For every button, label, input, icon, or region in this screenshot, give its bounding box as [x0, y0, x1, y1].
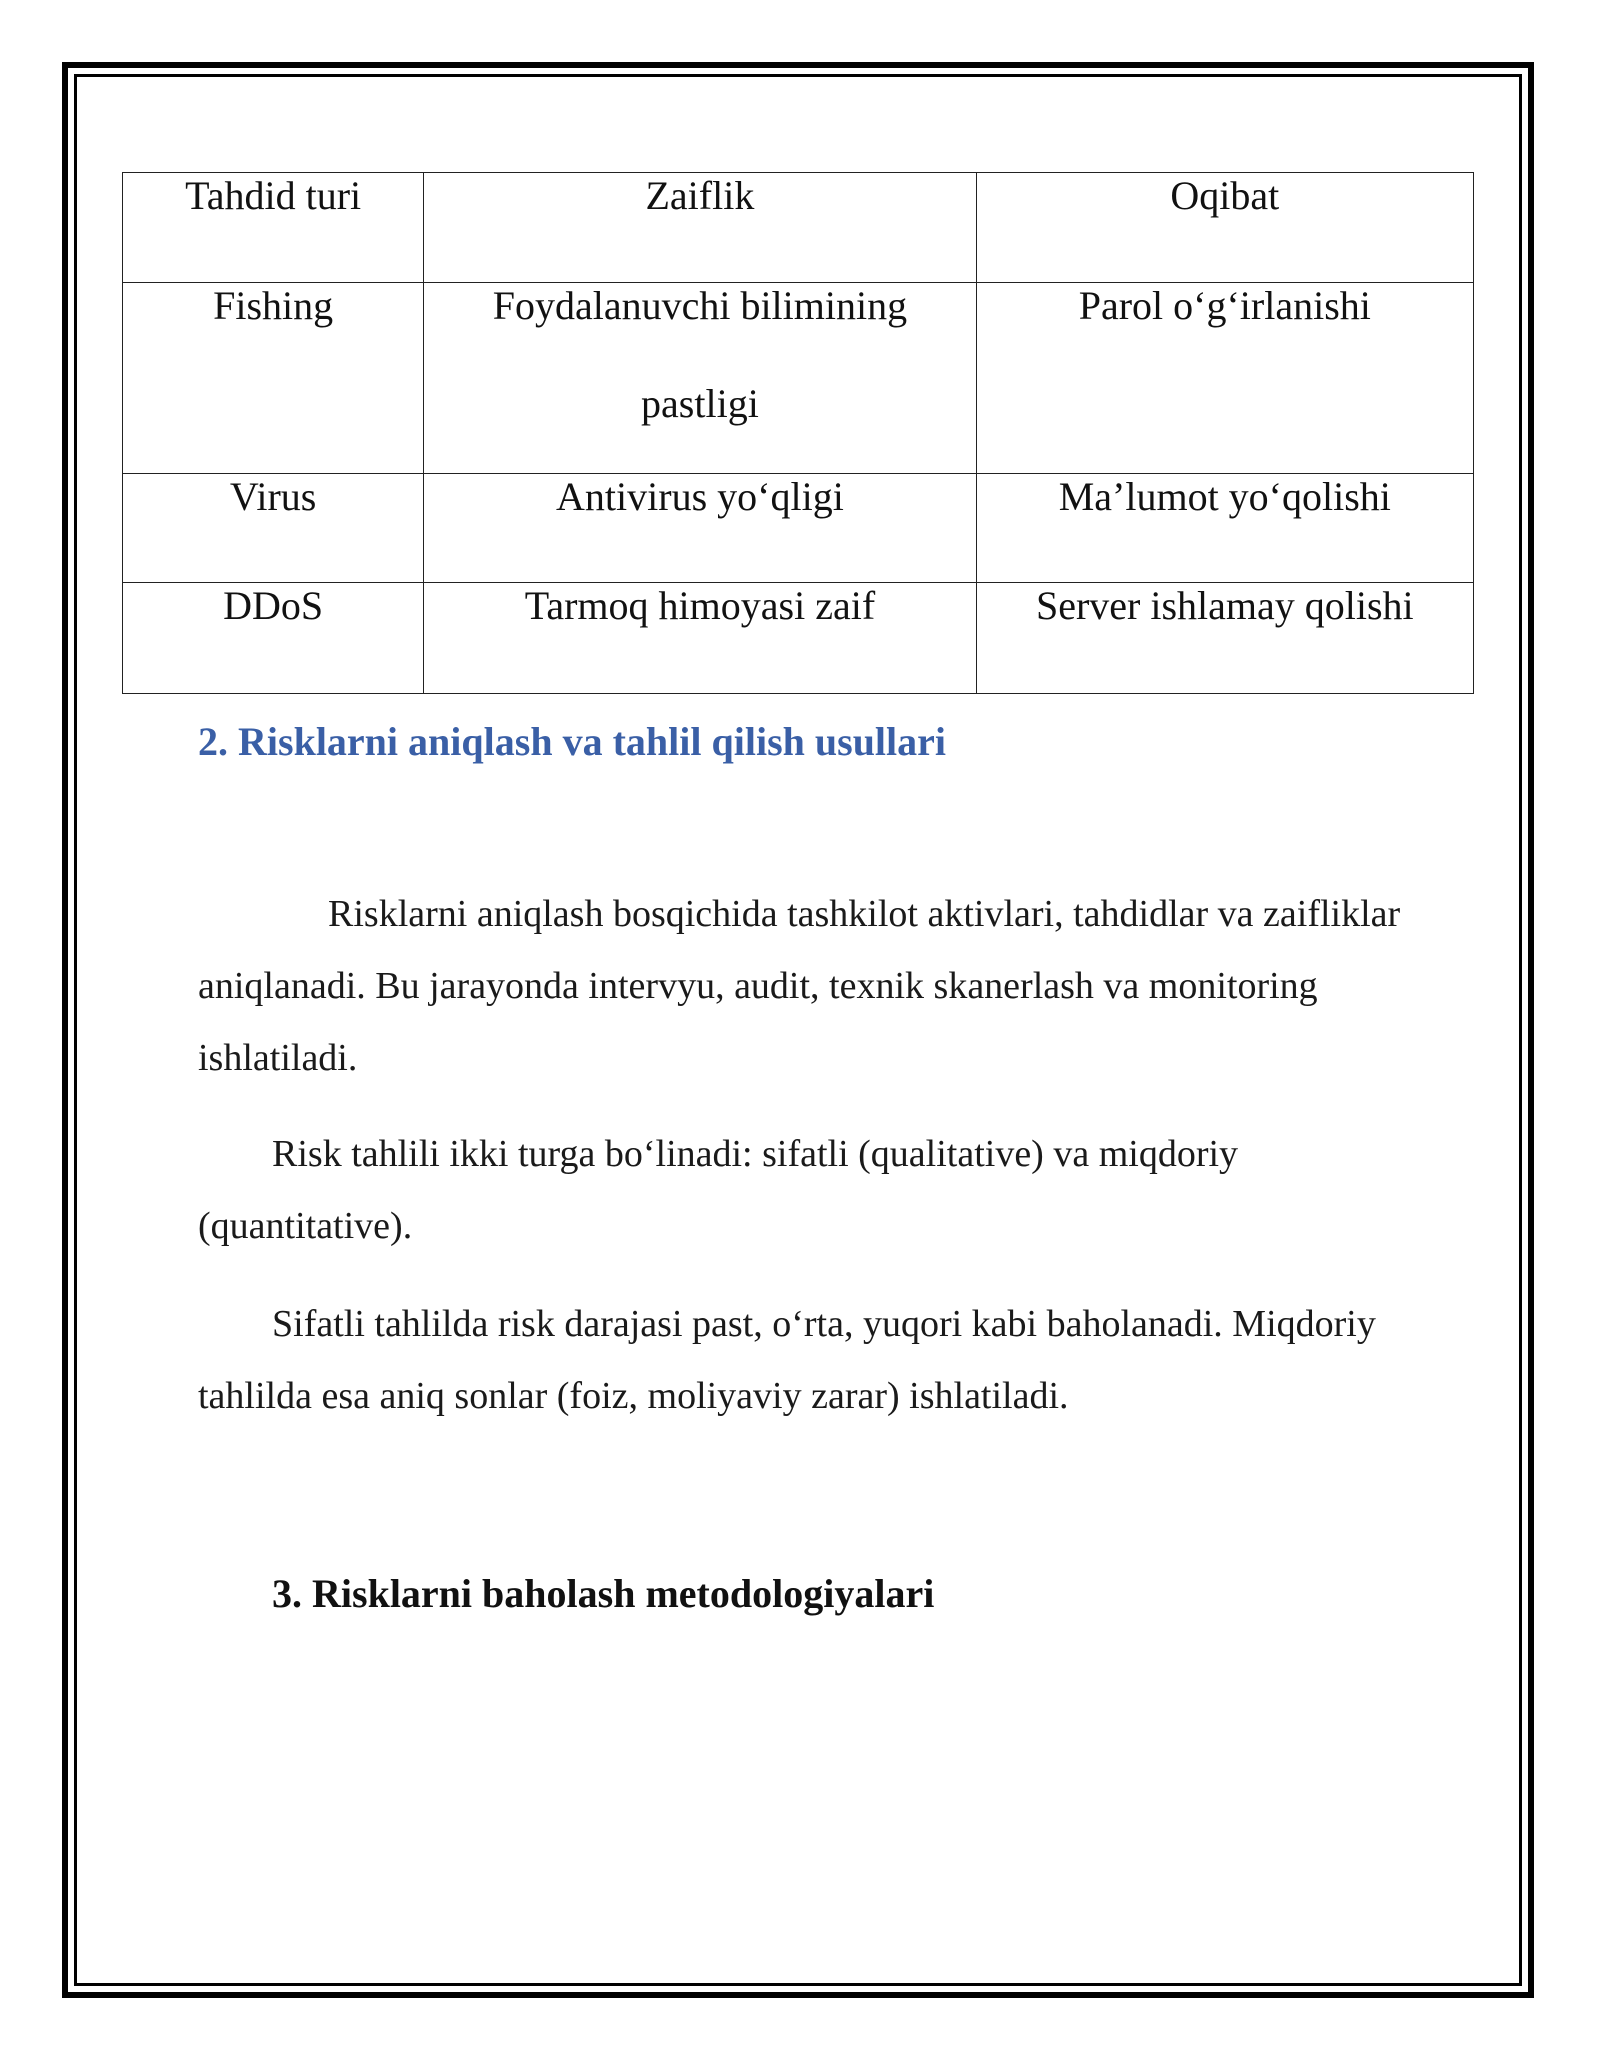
- weakness-line-1: Foydalanuvchi bilimining: [492, 283, 908, 328]
- section-2-heading: 2. Risklarni aniqlash va tahlil qilish usullari: [198, 719, 947, 764]
- consequence-cell: Parol o‘g‘irlanishi: [976, 283, 1473, 474]
- weakness-cell: Antivirus yo‘qligi: [424, 474, 976, 583]
- table-row: [123, 283, 1474, 474]
- paragraph-identification: Risklarni aniqlash bosqichida tashkilot aktivlari, tahdidlar va zaifliklar aniqlanadi. Bu jarayonda intervyu, audit, texnik skanerlash va monitoring ishlatiladi.: [198, 893, 1401, 1079]
- consequence-cell: Ma’lumot yo‘qolishi: [976, 474, 1473, 583]
- weakness-cell: Tarmoq himoyasi zaif: [424, 583, 976, 694]
- paragraph-qualitative-quantitative: Sifatli tahlilda risk darajasi past, o‘rta, yuqori kabi baholanadi. Miqdoriy tahlilda esa aniq sonlar (foiz, moliyaviy zarar) ishlatiladi.: [198, 1303, 1376, 1417]
- paragraph-analysis-types: Risk tahlili ikki turga bo‘linadi: sifatli (qualitative) va miqdoriy (quantitative).: [198, 1133, 1239, 1247]
- risk-table: [122, 172, 1474, 694]
- threat-cell: Fishing: [123, 283, 424, 474]
- weakness-line-2: pastligi: [641, 381, 759, 426]
- consequence-cell: Server ishlamay qolishi: [976, 583, 1473, 694]
- header-consequence: Oqibat: [976, 173, 1473, 283]
- section-3-heading: 3. Risklarni baholash metodologiyalari: [272, 1571, 935, 1616]
- weakness-cell: [424, 283, 976, 474]
- table-row: [123, 583, 1474, 694]
- header-threat-type: Tahdid turi: [123, 173, 424, 283]
- threat-cell: DDoS: [123, 583, 424, 694]
- threat-cell: Virus: [123, 474, 424, 583]
- header-weakness: Zaiflik: [424, 173, 976, 283]
